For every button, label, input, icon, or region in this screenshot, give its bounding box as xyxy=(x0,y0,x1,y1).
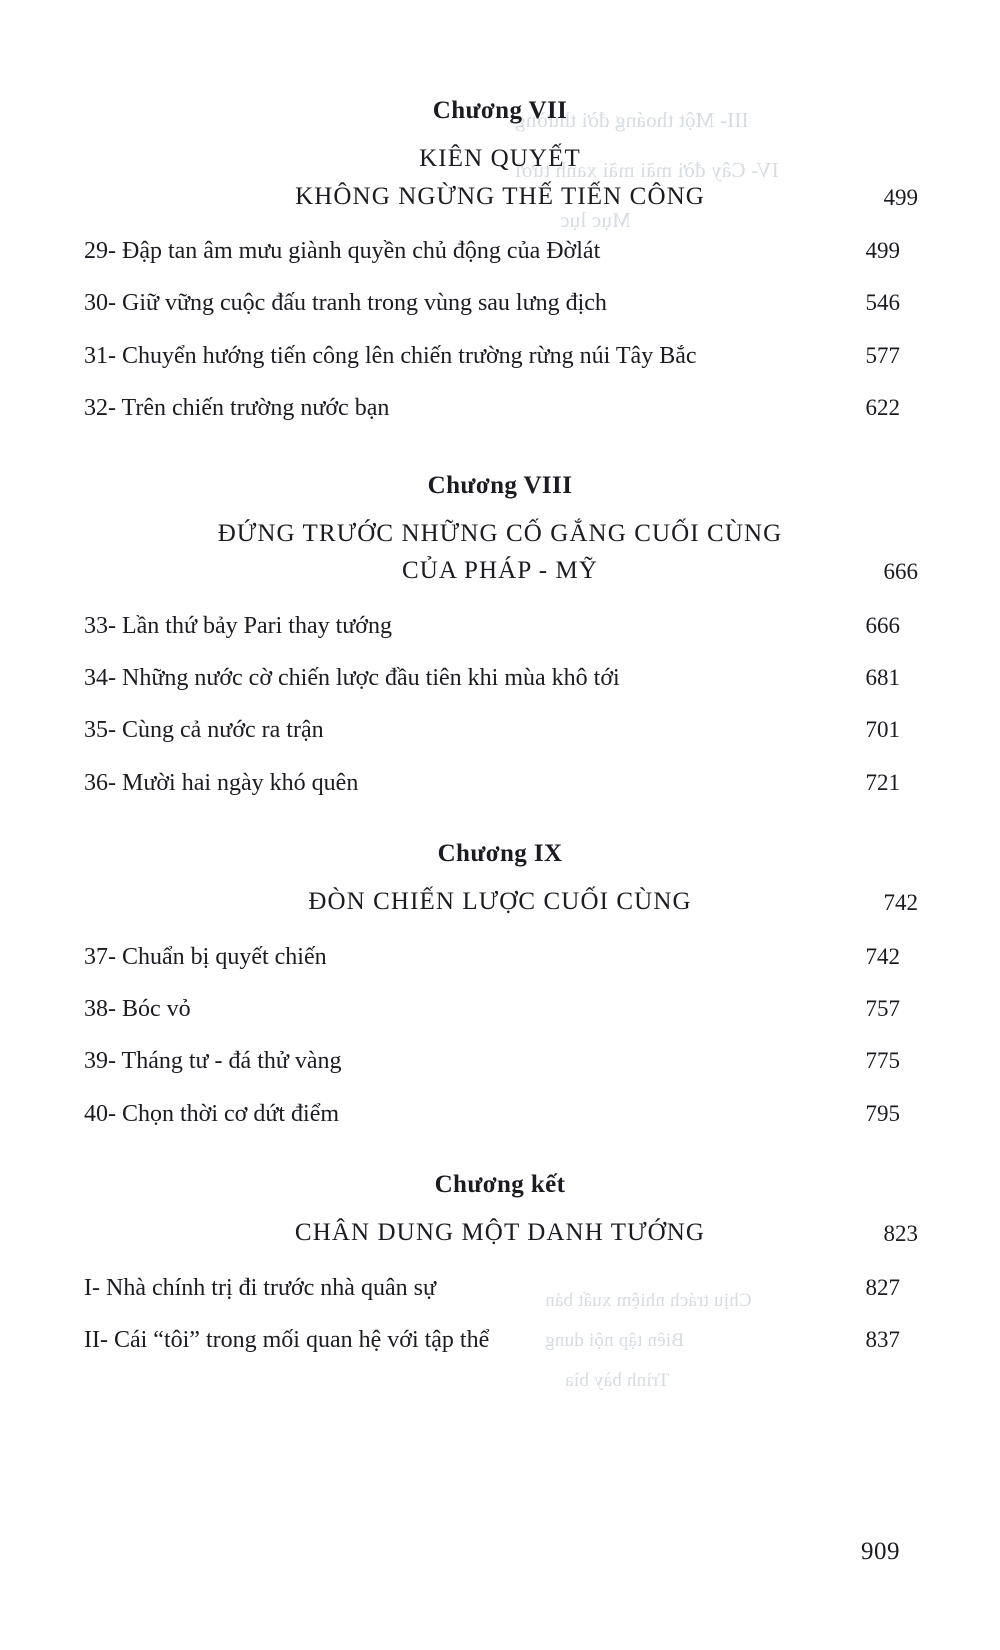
toc-entry[interactable] xyxy=(72,1324,928,1356)
chapter-label: Chương kết xyxy=(434,1171,566,1199)
chapter-label: Chương IX xyxy=(437,840,563,868)
chapter-title-line: CHÂN DUNG MỘT DANH TƯỚNG xyxy=(294,1219,706,1247)
chapter-page-number: 666 xyxy=(883,559,918,585)
toc-entry-page: 742 xyxy=(865,943,900,969)
toc-entry[interactable] xyxy=(72,1098,928,1130)
toc-entry-page: 577 xyxy=(865,342,900,368)
toc-entry-label: 35- Cùng cả nước ra trận xyxy=(84,717,324,744)
toc-entry[interactable] xyxy=(72,993,928,1025)
toc-entry[interactable] xyxy=(72,662,928,694)
toc-entry[interactable] xyxy=(72,941,928,973)
bleed-through-text: III- Một thoáng đời thường xyxy=(515,108,749,132)
toc-entry-label: 32- Trên chiến trường nước bạn xyxy=(84,395,390,422)
chapter-label: Chương VII xyxy=(432,97,568,124)
toc-entry-page: 721 xyxy=(865,769,900,795)
chapter-section xyxy=(72,839,928,1130)
chapter-title xyxy=(72,1214,928,1252)
toc-entry[interactable] xyxy=(72,767,928,799)
chapter-title-line: KHÔNG NGỪNG THẾ TIẾN CÔNG xyxy=(295,182,705,210)
chapter-title xyxy=(72,515,928,553)
chapter-page-number: 742 xyxy=(883,890,918,916)
toc-entry-label: 29- Đập tan âm mưu giành quyền chủ động của Đờlát xyxy=(84,238,601,264)
toc-entry-page: 701 xyxy=(865,717,900,743)
toc-entry-label: 40- Chọn thời cơ dứt điểm xyxy=(84,1100,340,1127)
page-folio: 909 xyxy=(861,1538,900,1565)
chapter-label: Chương VIII xyxy=(427,471,573,499)
toc-entry-page: 837 xyxy=(865,1327,900,1353)
chapter-title-line: CỦA PHÁP - MỸ xyxy=(401,557,599,585)
toc-entry-label: 34- Những nước cờ chiến lược đầu tiên khi mùa khô tới xyxy=(84,664,620,691)
chapter-section xyxy=(72,471,928,800)
toc-entry-page: 827 xyxy=(865,1274,900,1300)
chapter-title-line: ĐỨNG TRƯỚC NHỮNG CỐ GẮNG CUỐI CÙNG xyxy=(217,519,783,547)
toc-entry[interactable] xyxy=(72,340,928,372)
toc-entry-label: II- Cái “tôi” trong mối quan hệ với tập thể xyxy=(84,1327,490,1354)
toc-entry-page: 795 xyxy=(865,1100,900,1126)
toc-entry-page: 775 xyxy=(865,1048,900,1074)
chapter-title xyxy=(72,178,928,216)
chapter-section xyxy=(72,96,928,425)
toc-entry[interactable] xyxy=(72,287,928,319)
toc-entry-label: 39- Tháng tư - đá thử vàng xyxy=(84,1048,342,1075)
toc-entry-label: 31- Chuyển hướng tiến công lên chiến trường rừng núi Tây Bắc xyxy=(84,342,697,369)
toc-entry-label: 37- Chuẩn bị quyết chiến xyxy=(84,943,327,970)
chapter-section xyxy=(72,1170,928,1356)
toc-entry[interactable] xyxy=(72,1272,928,1304)
toc-entry-label: 38- Bóc vỏ xyxy=(84,996,191,1023)
chapter-title-line: KIÊN QUYẾT xyxy=(419,145,581,172)
bleed-through-text: Mục lục xyxy=(560,208,631,232)
chapter-title xyxy=(72,883,928,921)
chapter-title xyxy=(72,140,928,178)
toc-entry[interactable] xyxy=(72,714,928,746)
toc-entry-label: I- Nhà chính trị đi trước nhà quân sự xyxy=(84,1274,436,1301)
bleed-through-text: Trình bày bìa xyxy=(565,1370,670,1391)
toc-entry-page: 666 xyxy=(865,612,900,638)
chapter-page-number: 499 xyxy=(883,184,918,210)
toc-entry-page: 546 xyxy=(865,290,900,316)
toc-entry[interactable] xyxy=(72,1045,928,1077)
toc-entry-page: 499 xyxy=(865,238,900,263)
toc-entry-page: 681 xyxy=(865,664,900,690)
chapter-page-number: 823 xyxy=(883,1221,918,1247)
chapter-title xyxy=(72,552,928,590)
toc-entry[interactable] xyxy=(72,235,928,267)
toc-entry-label: 36- Mười hai ngày khó quên xyxy=(84,769,359,796)
table-of-contents xyxy=(72,0,928,1356)
bleed-through-text: Biên tập nội dung xyxy=(545,1330,685,1351)
toc-entry-page: 757 xyxy=(865,996,900,1022)
toc-entry-label: 30- Giữ vững cuộc đấu tranh trong vùng sau lưng địch xyxy=(84,290,607,317)
chapter-title-line: ĐÒN CHIẾN LƯỢC CUỐI CÙNG xyxy=(308,888,692,916)
bleed-through-text: IV- Cây đời mãi mãi xanh tươi xyxy=(515,158,779,182)
toc-entry-page: 622 xyxy=(865,395,900,421)
toc-entry[interactable] xyxy=(72,610,928,642)
bleed-through-text: Chịu trách nhiệm xuất bản xyxy=(545,1290,752,1311)
toc-entry-label: 33- Lần thứ bảy Pari thay tướng xyxy=(84,612,392,639)
toc-entry[interactable] xyxy=(72,392,928,424)
